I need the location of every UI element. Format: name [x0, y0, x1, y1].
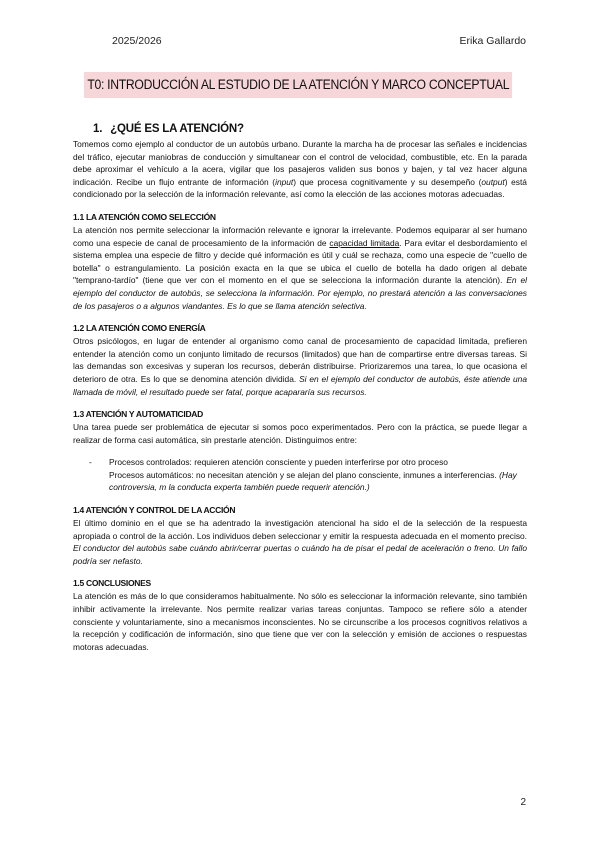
paragraph-1-5: La atención es más de lo que consideramos habitualmente. No sólo es seleccionar la información relevante, sino también inhibir activamente la irrelevante. Nos permite realizar varias tareas conjuntas. Tampoco se refiere sólo a atender consciente y voluntariamente, sino a mecanismos inconscientes. No se circunscribe a los procesos cognitivos relativos a la recepción y codificación de información, sino que tiene que ver con la selección y emisión de acciones o respuestas motoras adecuadas.: [73, 591, 527, 652]
document-title: T0: INTRODUCCIÓN AL ESTUDIO DE LA ATENCIÓN Y MARCO CONCEPTUAL: [87, 77, 509, 93]
section-heading: [93, 123, 527, 135]
paragraph-1-2: Otros psicólogos, en lugar de entender al organismo como canal de procesamiento de capacidad limitada, prefieren entender la atención como un conjunto limitado de recursos (limitados) que han de compartirse entre diversas tareas. Si las demandas son excesivas y superan los recursos, deberán distribuirse. Priorizaremos una tarea, lo que ocasiona el deterioro de otra. Es lo que se denomina atención dividida. Si en el ejemplo del conductor de autobús, éste atiende una llamada de móvil, el resultado puede ser fatal, porque acapararía sus recursos.: [73, 336, 527, 397]
underlined-term: capacidad limitada: [329, 237, 400, 248]
subsection-heading-1-5: 1.5 CONCLUSIONES: [73, 578, 151, 589]
process-list: [89, 456, 527, 494]
section-title: ¿QUÉ ES LA ATENCIÓN?: [110, 123, 244, 135]
list-item: [109, 456, 527, 494]
list-line-automatic: Procesos automáticos: no necesitan atención y se alejan del plano consciente, inmunes a interferencias. (Hay controversia, m la conducta experta también puede requerir atención.): [109, 469, 517, 493]
example-italic: En el ejemplo del conductor de autobús, se selecciona la información. Por ejemplo, no prestará atención a las conversaciones de los pasajeros o a algunos viandantes. Es lo que se llama atención selectiva.: [73, 275, 527, 311]
paragraph-1-3: Una tarea puede ser problemática de ejecutar si somos poco experimentados. Pero con la práctica, se puede llegar a realizar de forma casi automática, sin prestarle atención. Distinguimos entre:: [73, 422, 527, 445]
term-output: output: [481, 176, 505, 187]
page-number: 2: [520, 797, 526, 808]
header-author: Erika Gallardo: [459, 35, 526, 47]
controversy-note: (Hay controversia, m la conducta experta también puede requerir atención.): [109, 469, 517, 493]
list-line-controlled: Procesos controlados: requieren atención consciente y pueden interferirse por otro proceso: [109, 457, 448, 468]
paragraph-1-4: El último dominio en el que se ha adentrado la investigación atencional ha sido el de la selección de la respuesta apropiada o control de la acción. Los individuos deben seleccionar y emitir la respuesta adecuada en el momento preciso. El conductor del autobús sabe cuándo abrir/cerrar puertas o cuándo ha de pisar el pedal de aceleración o freno. Un fallo podría ser nefasto.: [73, 518, 527, 566]
document-title-banner: [84, 72, 512, 98]
header-year: 2025/2026: [112, 35, 162, 47]
subsection-heading-1-1: 1.1 LA ATENCIÓN COMO SELECCIÓN: [73, 211, 216, 222]
paragraph-1-1: La atención nos permite seleccionar la información relevante e ignorar la irrelevante. Podemos equiparar al ser humano como una especie de canal de procesamiento de la información de capacidad limitada. Para evitar el desbordamiento el sistema emplea una especie de filtro y decide qué información es útil y cuál se rechaza, como una especie de "cuello de botella" o estrangulamiento. La posición exacta en la que se ubica el cuello de botella ha dado origen al debate "temprano-tardío" (tiene que ver con el momento en el que se selecciona la información durante la atención). En el ejemplo del conductor de autobús, se selecciona la información. Por ejemplo, no prestará atención a las conversaciones de los pasajeros o a algunos viandantes. Es lo que se llama atención selectiva.: [73, 224, 527, 311]
subsection-heading-1-2: 1.2 LA ATENCIÓN COMO ENERGÍA: [73, 323, 206, 334]
document-body: [73, 123, 527, 653]
subsection-heading-1-4: 1.4 ATENCIÓN Y CONTROL DE LA ACCIÓN: [73, 505, 236, 516]
list-bullet: -: [89, 457, 92, 468]
example-italic: El conductor del autobús sabe cuándo abrir/cerrar puertas o cuándo ha de pisar el pedal de aceleración o freno. Un fallo podría ser nefasto.: [73, 543, 527, 566]
example-italic: Si en el ejemplo del conductor de autobús, éste atiende una llamada de móvil, el resultado puede ser fatal, porque acapararía sus recursos.: [73, 373, 527, 397]
section-number: 1.: [93, 123, 103, 135]
term-input: input: [275, 176, 294, 187]
subsection-heading-1-3: 1.3 ATENCIÓN Y AUTOMATICIDAD: [73, 409, 203, 420]
intro-paragraph: Tomemos como ejemplo al conductor de un autobús urbano. Durante la marcha ha de procesar las señales e incidencias del tráfico, ejecutar maniobras de conducción y simultanear con el control de velocidad, combustible, etc. En la parada debe aproximar el vehículo a la acera, vigilar que los pasajeros validen sus bonos y bajen, y tal vez hacer alguna indicación. Recibe un flujo entrante de información (input) que procesa cognitivamente y su desempeño (output) está condicionado por la selección de la información relevante, así como la elección de las acciones motoras adecuadas.: [73, 139, 527, 200]
